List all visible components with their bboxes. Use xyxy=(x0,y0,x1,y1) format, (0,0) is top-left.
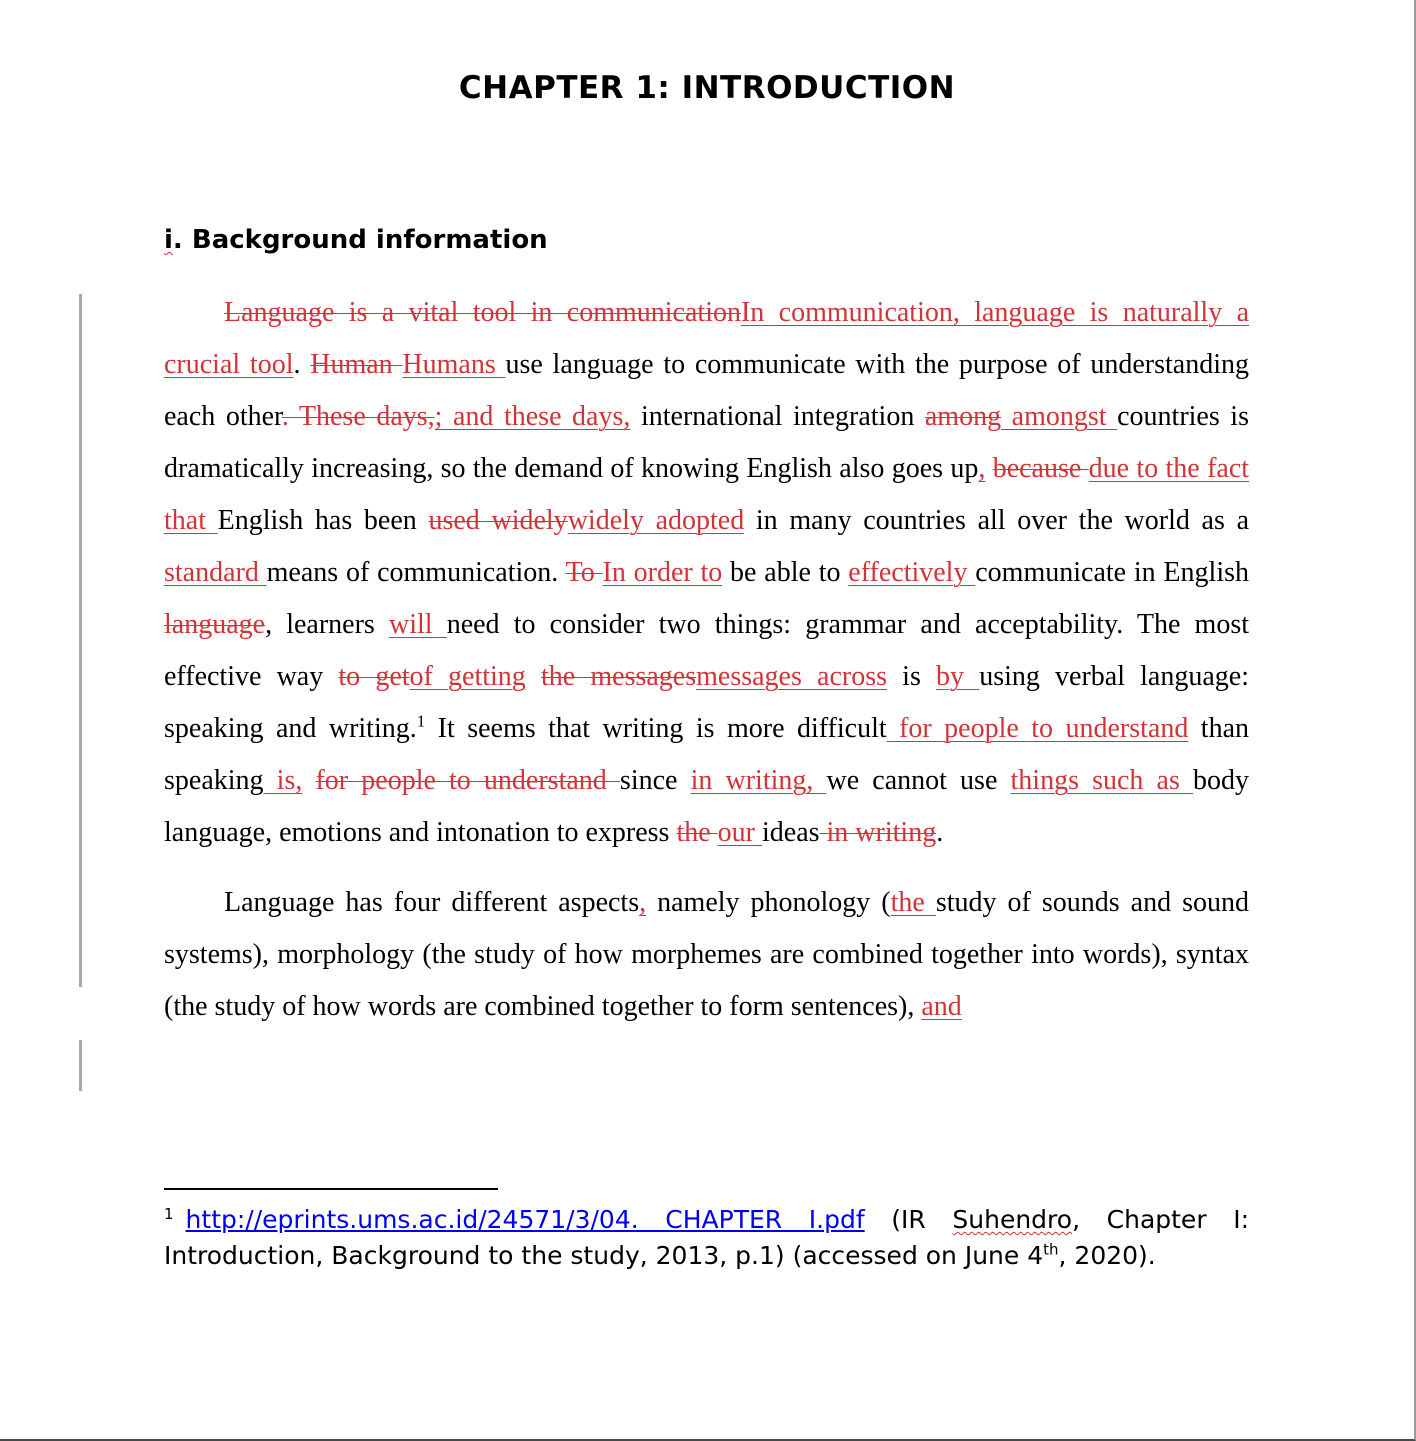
footnote-number: 1 xyxy=(164,1204,174,1223)
body-text: since xyxy=(619,765,691,796)
inserted-text: of getting xyxy=(409,661,526,692)
inserted-text: messages across xyxy=(696,661,887,692)
body-text xyxy=(985,453,992,484)
body-text: we cannot use xyxy=(826,765,1011,796)
paragraph-2 xyxy=(164,877,1249,1033)
body-text: It seems that writing is more difficult xyxy=(425,713,887,744)
deleted-text: . These days, xyxy=(281,401,435,432)
inserted-text: Humans xyxy=(402,349,506,380)
body-text xyxy=(526,661,541,692)
body-text: in many countries all over the world as a xyxy=(744,505,1249,536)
body-text: ideas xyxy=(762,817,820,848)
footnote-separator xyxy=(164,1188,498,1190)
deleted-text: the xyxy=(676,817,718,848)
change-bar xyxy=(79,1040,82,1091)
inserted-text: is, xyxy=(263,765,303,796)
section-title: Background information xyxy=(191,225,548,255)
change-bar xyxy=(79,294,82,987)
section-number-dot: . xyxy=(172,225,183,255)
inserted-text: widely adopted xyxy=(567,505,745,536)
deleted-text: To xyxy=(565,557,603,588)
footnote xyxy=(164,1202,1249,1274)
footnote-link[interactable]: http://eprints.ums.ac.id/24571/3/04. CHAPTER I.pdf xyxy=(185,1205,865,1234)
deleted-text: among xyxy=(924,401,1002,432)
inserted-text: our xyxy=(717,817,762,848)
section-number: i xyxy=(164,225,173,255)
deleted-text: for people to understand xyxy=(315,765,620,796)
inserted-text: , xyxy=(639,887,647,918)
deleted-text: Language is a vital tool in communication xyxy=(224,297,741,328)
deleted-text: used widely xyxy=(428,505,568,536)
inserted-text: the xyxy=(890,887,936,918)
inserted-text: standard xyxy=(164,557,267,588)
footnote-ordinal: th xyxy=(1043,1240,1059,1259)
inserted-text: due to the fact that xyxy=(164,453,1250,536)
body-text: body language, emotions and intonation to express xyxy=(164,765,1250,848)
footnote-author: Suhendro xyxy=(952,1205,1073,1234)
body-text: communicate in English xyxy=(975,557,1249,588)
footnote-text: , 2020). xyxy=(1058,1241,1156,1270)
inserted-text: In communication, language is naturally a crucial tool xyxy=(164,297,1250,380)
deleted-text: the messages xyxy=(540,661,697,692)
body-text: need to consider two things: grammar and acceptability. The most effective way xyxy=(164,609,1249,692)
chapter-title: CHAPTER 1: INTRODUCTION xyxy=(458,70,956,106)
inserted-text: things such as xyxy=(1010,765,1194,796)
paragraph-1 xyxy=(164,287,1249,859)
section-heading xyxy=(164,225,548,255)
inserted-text: in writing, xyxy=(690,765,827,796)
body-text: international integration xyxy=(630,401,925,432)
body-text: countries is dramatically increasing, so the demand of knowing English also goes up xyxy=(164,401,1249,484)
body-text: namely phonology ( xyxy=(646,887,891,918)
body-text: . xyxy=(936,817,944,848)
inserted-text: ; and these days, xyxy=(434,401,631,432)
body-text: is xyxy=(887,661,937,692)
footnote-text: (IR xyxy=(864,1205,953,1234)
body-text: than speaking xyxy=(164,713,1249,796)
deleted-text: language xyxy=(164,609,266,640)
document-body xyxy=(164,287,1249,1033)
inserted-text: effectively xyxy=(848,557,976,588)
inserted-text: In order to xyxy=(602,557,723,588)
inserted-text: for people to understand xyxy=(886,713,1189,744)
body-text: , learners xyxy=(265,609,389,640)
body-text: English has been xyxy=(217,505,429,536)
body-text: study of sounds and sound systems), morphology (the study of how morphemes are combined together into words), syntax (the study of how words are combined together to form sentences), xyxy=(164,887,1249,1022)
inserted-text: by xyxy=(936,661,980,692)
deleted-text: to get xyxy=(338,661,410,692)
footnote-reference[interactable]: 1 xyxy=(416,711,426,731)
body-text: using verbal language: speaking and writing. xyxy=(164,661,1249,744)
inserted-text: will xyxy=(388,609,447,640)
body-text: be able to xyxy=(722,557,849,588)
footnote-text: , Chapter I: Introduction, Background to the study, 2013, p.1) (accessed on June 4 xyxy=(164,1205,1250,1270)
deleted-text: Human xyxy=(310,349,403,380)
inserted-text: amongst xyxy=(1001,401,1118,432)
inserted-text: and xyxy=(921,991,962,1022)
deleted-text: in writing xyxy=(819,817,937,848)
inserted-text: , xyxy=(978,453,986,484)
body-text: use language to communicate with the purpose of understanding each other xyxy=(164,349,1249,432)
deleted-text: because xyxy=(992,453,1089,484)
body-text: . xyxy=(293,349,311,380)
body-text xyxy=(302,765,315,796)
body-text: Language has four different aspects xyxy=(224,887,640,918)
body-text: means of communication. xyxy=(266,557,566,588)
